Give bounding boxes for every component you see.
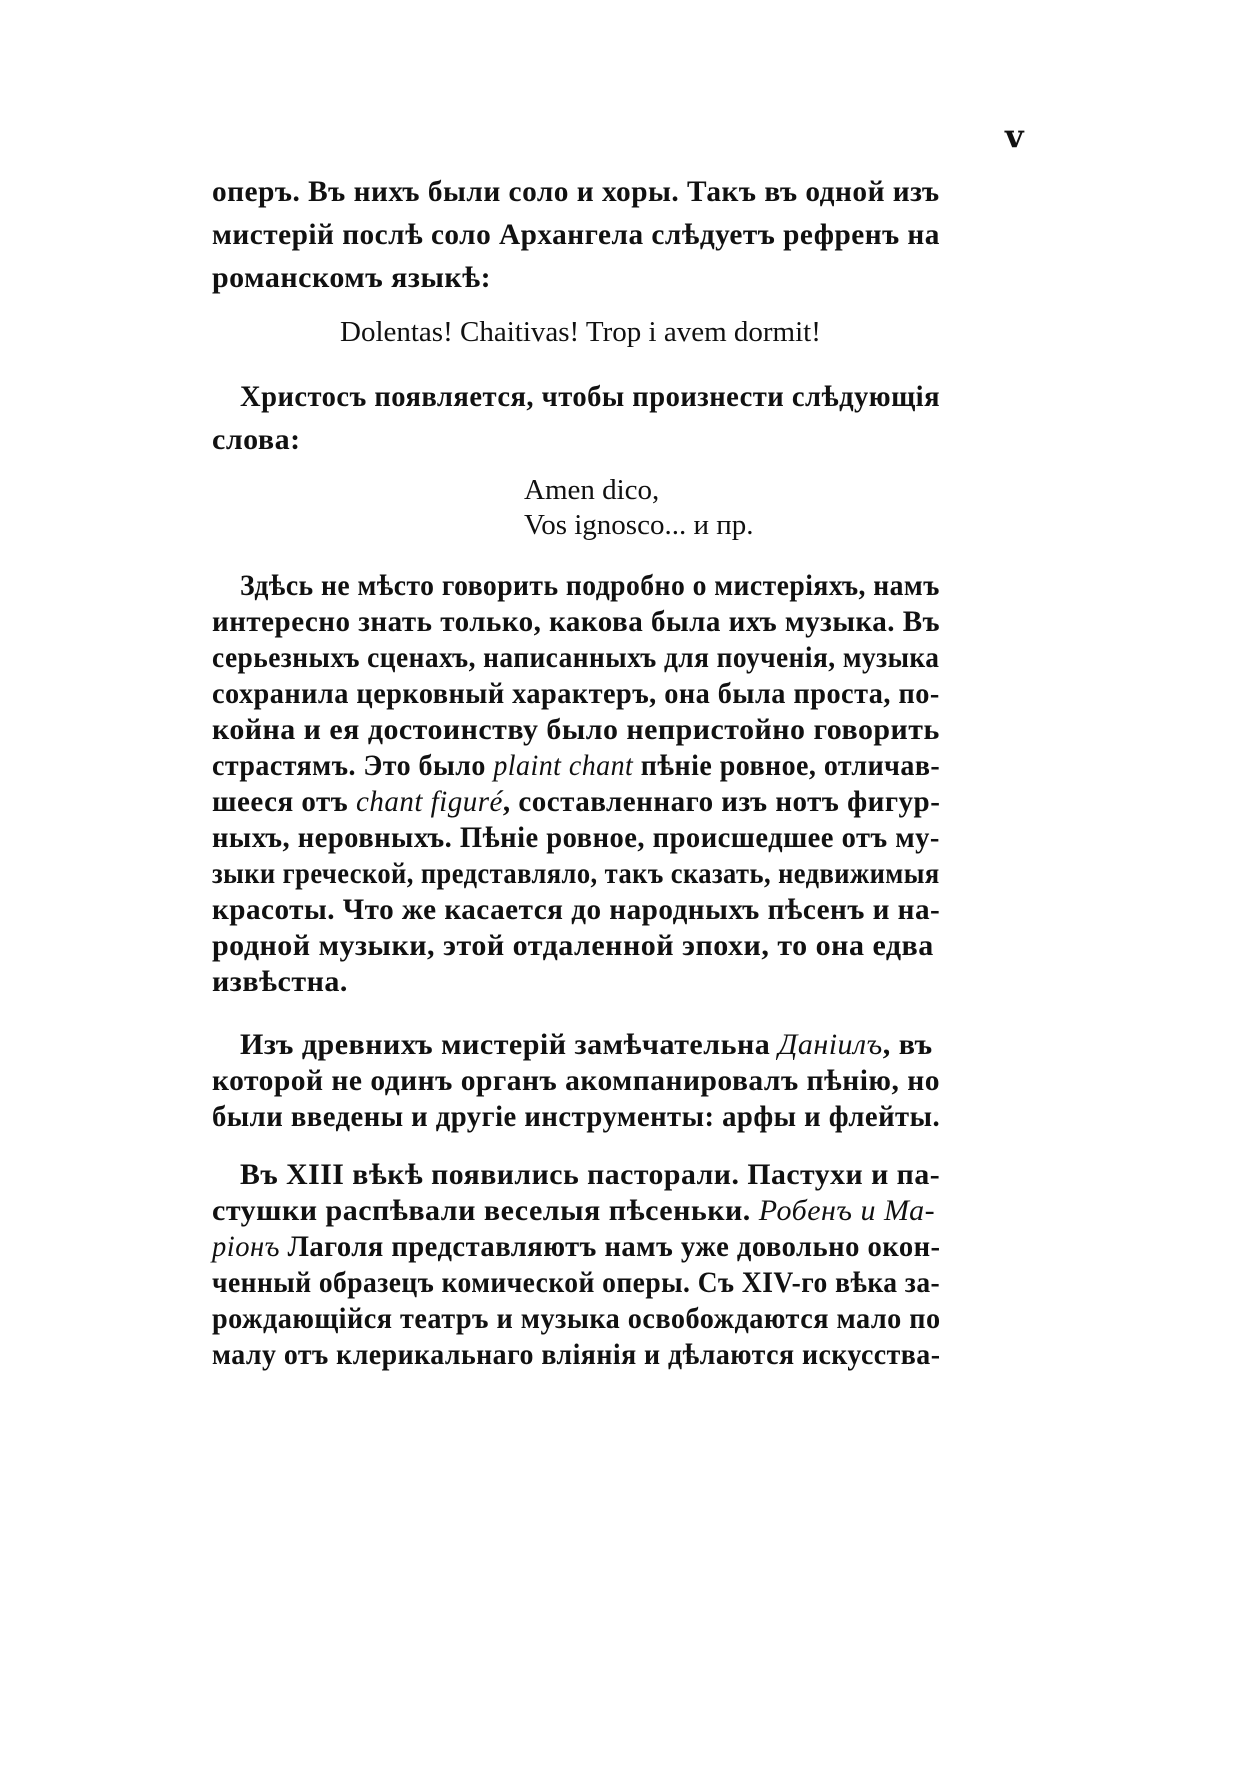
text-line [240,1025,933,1065]
text-run: , въ [882,1028,933,1061]
text-line: извѣстна. [212,965,348,998]
text-line [212,746,940,786]
text-line: оперъ. Въ нихъ были соло и хоры. Такъ въ одной изъ [212,175,940,208]
text-line: Въ XIII вѣкѣ появились пасторали. Пастухи и па- [240,1158,941,1191]
text-line [212,782,940,822]
text-run: страстямъ. Это было [212,749,494,782]
text-line: ченный образецъ комической оперы. Съ XIV-го вѣка за- [212,1266,941,1299]
text-run: пѣніе ровное, отличав- [633,749,941,782]
text-line: романскомъ языкѣ: [212,261,492,294]
text-line: Христосъ появляется, чтобы произнести слѣдующія [240,380,941,413]
text-run: Изъ древнихъ мистерій замѣчательна [240,1028,779,1061]
text-line: которой не одинъ органъ акомпанировалъ пѣнію, но [212,1064,940,1097]
text-run: шееся отъ [212,785,356,818]
page-number: v [1005,117,1024,155]
italic-title: ріонъ [212,1230,280,1263]
italic-term: plaint chant [493,749,634,782]
text-line: сохранила церковный характеръ, она была проста, по- [212,677,940,710]
text-line [212,1227,941,1267]
italic-term: chant figuré [355,785,503,818]
text-run: , составленнаго изъ нотъ фигур- [502,785,941,818]
text-line: мистерій послѣ соло Архангела слѣдуетъ рефренъ на [212,218,940,251]
text-run: стушки распѣвали веселыя пѣсеньки. [212,1194,759,1227]
text-run: Лаголя представляютъ намъ уже довольно окон- [279,1230,941,1263]
italic-title: Даніилъ [778,1028,883,1061]
latin-quote: Vos ignosco... и пр. [524,509,754,541]
text-line: серьезныхъ сценахъ, написанныхъ для поученія, музыка [212,641,940,674]
text-line: красоты. Что же касается до народныхъ пѣсенъ и на- [212,893,941,926]
latin-quote: Amen dico, [524,474,660,506]
italic-title: Робенъ и Ма- [758,1194,936,1227]
text-line: ныхъ, неровныхъ. Пѣніе ровное, происшедшее отъ му- [212,821,940,854]
text-line: были введены и другіе инструменты: арфы и флейты. [212,1100,941,1133]
text-line [212,1191,935,1231]
text-line: интересно знать только, какова была ихъ музыка. Въ [212,605,941,638]
text-line: зыки греческой, представляло, такъ сказать, недвижимыя [212,857,940,890]
text-line: койна и ея достоинству было непристойно говорить [212,713,940,746]
text-line: слова: [212,423,301,456]
latin-quote: Dolentas! Chaitivas! Trop i avem dormit! [340,316,821,348]
text-line: малу отъ клерикальнаго вліянія и дѣлаются искусства- [212,1338,941,1371]
text-line: родной музыки, этой отдаленной эпохи, то она едва [212,929,934,962]
text-line: Здѣсь не мѣсто говорить подробно о мистеріяхъ, намъ [240,569,940,602]
text-line: рождающійся театръ и музыка освобождаются мало по [212,1302,941,1335]
